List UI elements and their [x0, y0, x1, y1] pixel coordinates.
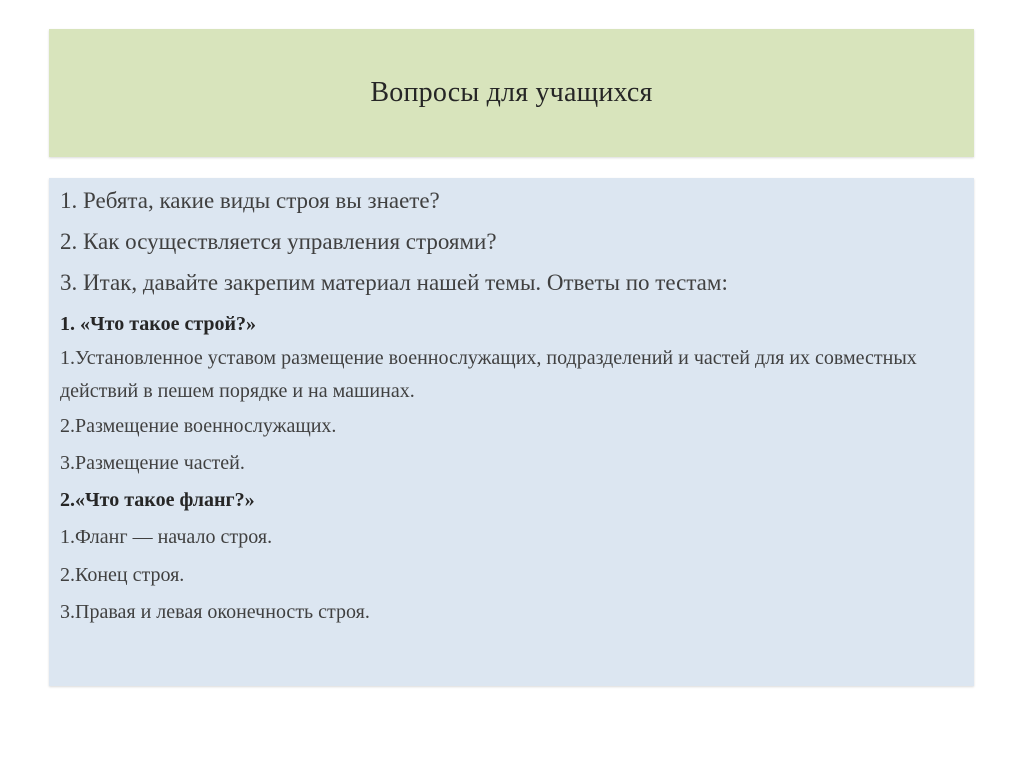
- test-2-answer-1: 1.Фланг — начало строя.: [60, 526, 273, 548]
- test-2-answer-2: 2.Конец строя.: [60, 564, 185, 586]
- test-2-question: 2.«Что такое фланг?»: [60, 489, 255, 511]
- slide-title: Вопросы для учащихся: [370, 77, 653, 108]
- question-2: 2. Как осуществляется управления строями?: [60, 229, 497, 254]
- question-1: 1. Ребята, какие виды строя вы знаете?: [60, 188, 440, 213]
- test-2-answer-3: 3.Правая и левая оконечность строя.: [60, 601, 370, 623]
- test-1-answer-1: 1.Установленное уставом размещение военнослужащих, подразделений и частей для их совместных действий в пешем порядке и на машинах.: [60, 347, 917, 402]
- test-1-answer-3: 3.Размещение частей.: [60, 452, 245, 474]
- question-3: 3. Итак, давайте закрепим материал нашей темы. Ответы по тестам:: [60, 270, 728, 295]
- test-1-answer-2: 2.Размещение военнослужащих.: [60, 415, 337, 437]
- test-1-question: 1. «Что такое строй?»: [60, 313, 257, 335]
- title-box: [49, 29, 974, 157]
- content-box: [49, 178, 974, 686]
